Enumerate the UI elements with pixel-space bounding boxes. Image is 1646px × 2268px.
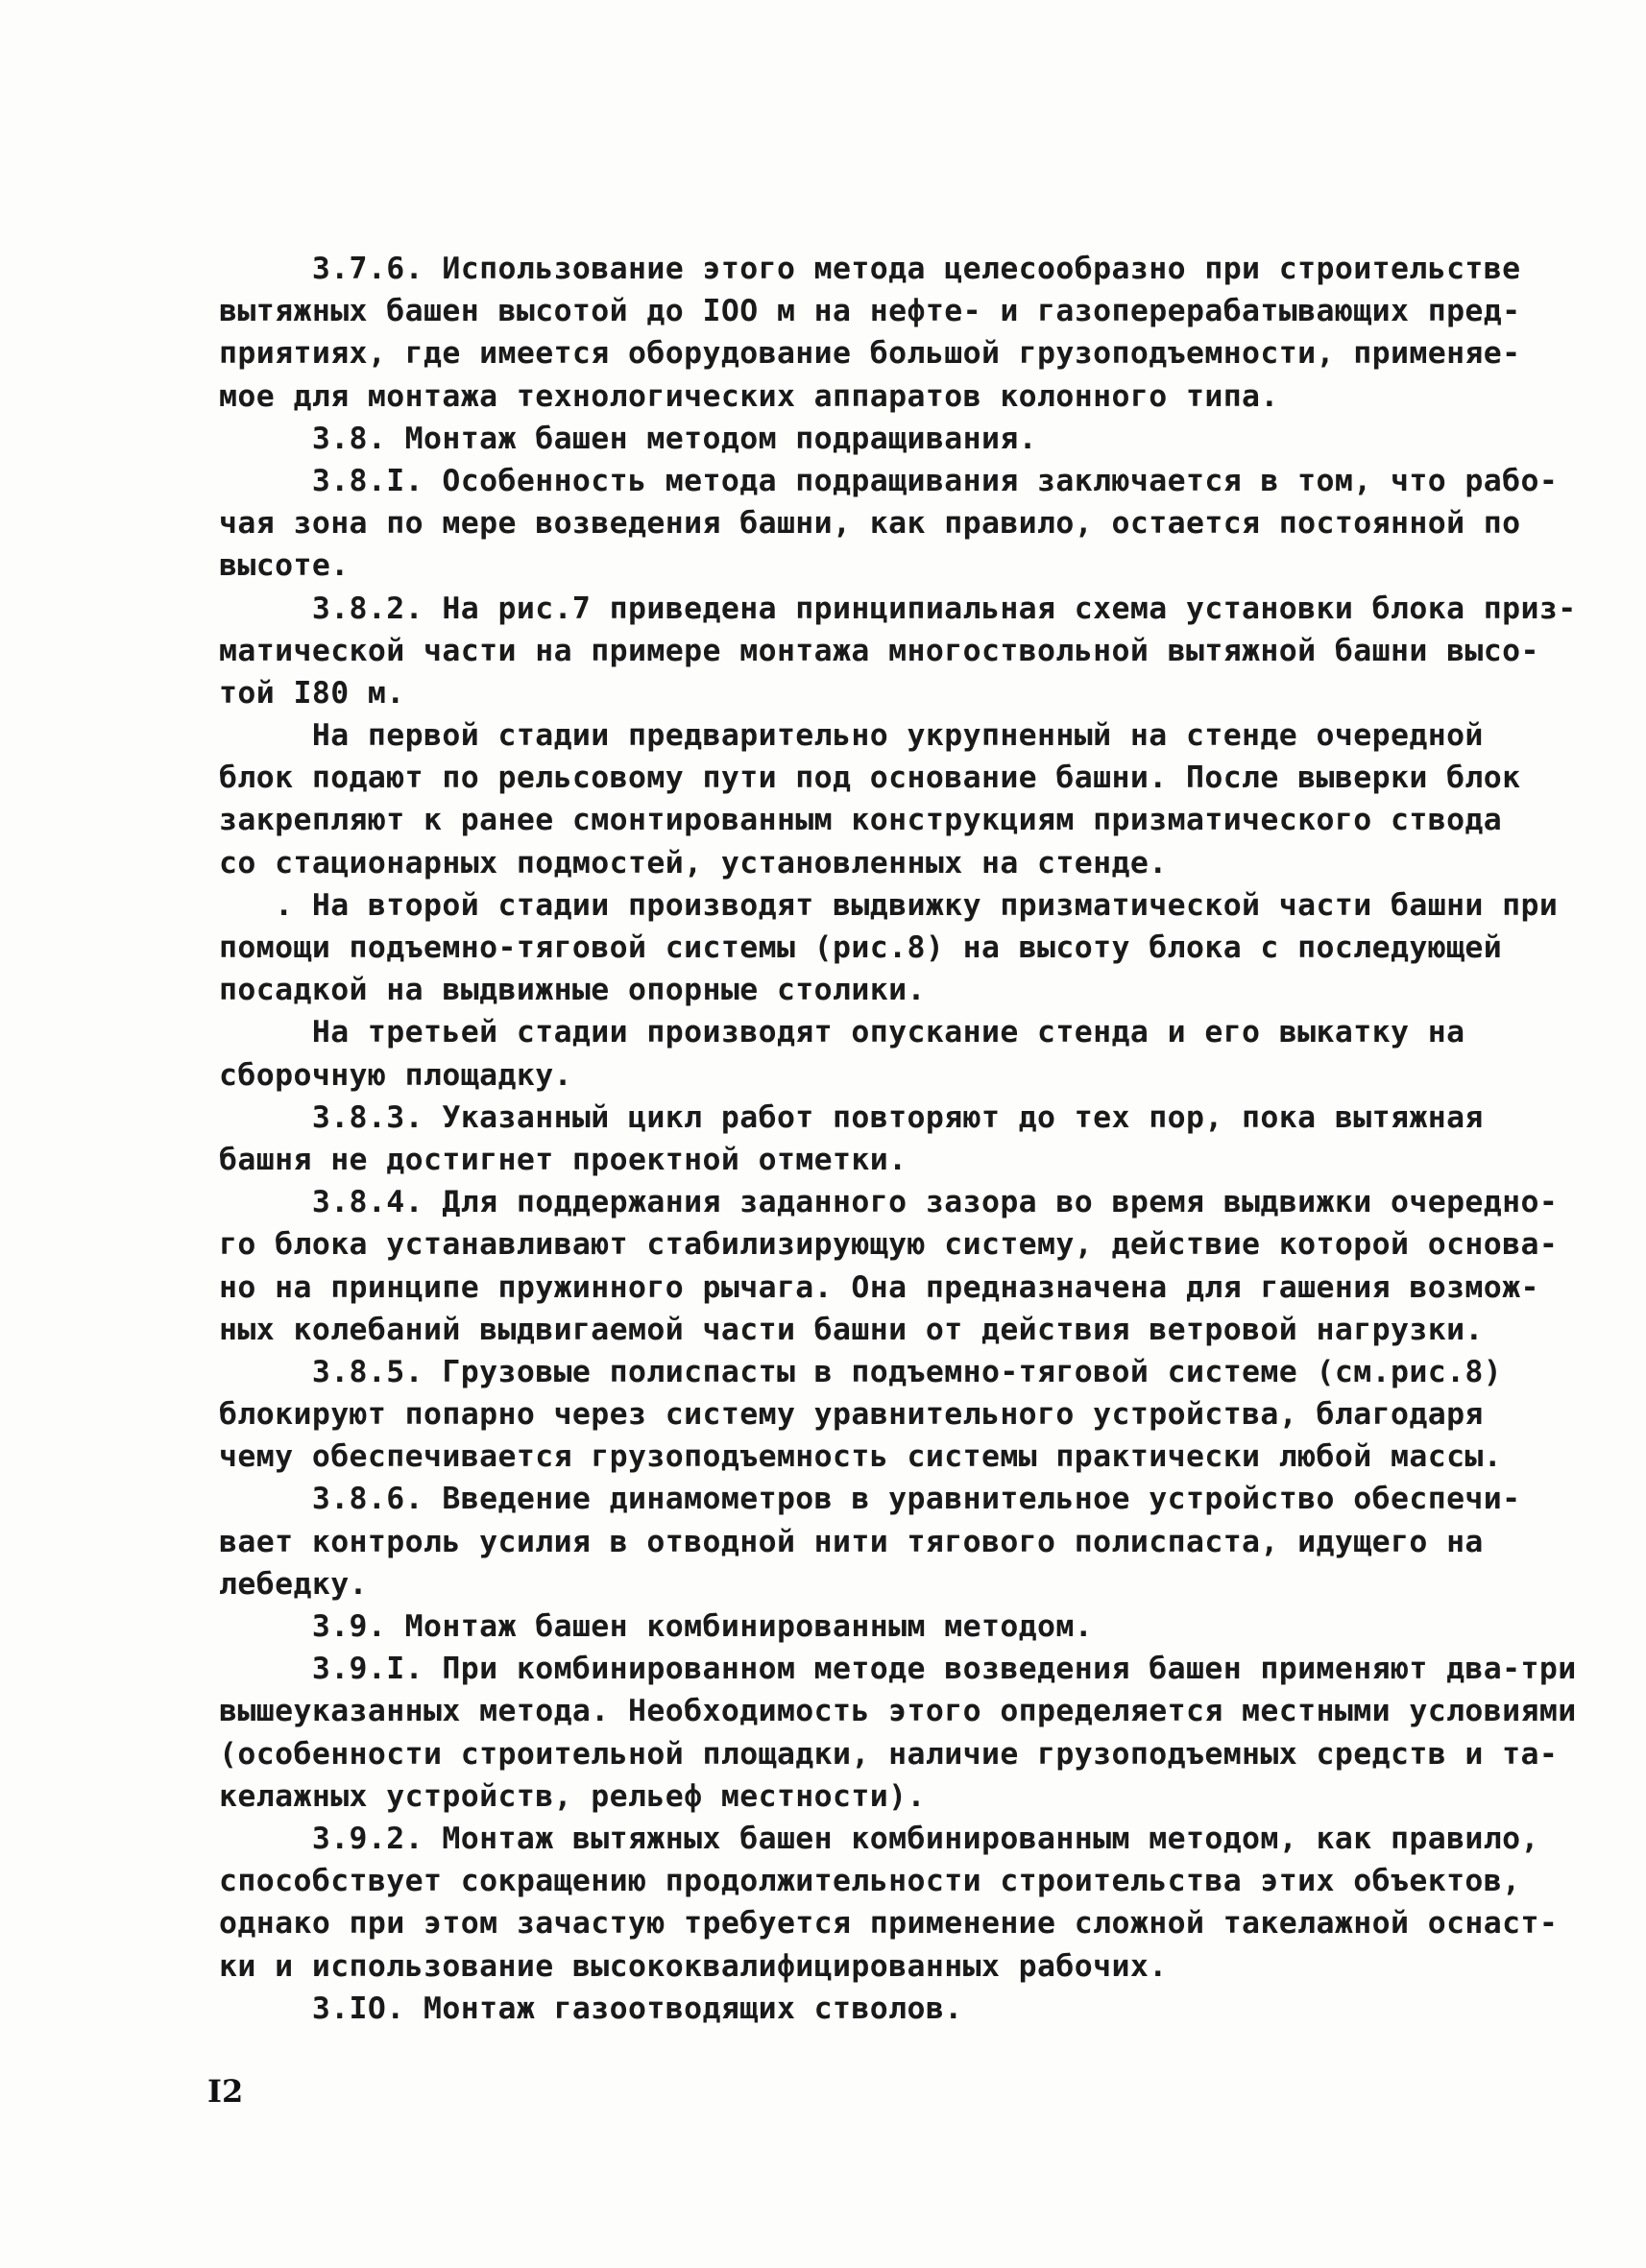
- text-line: 3.IO. Монтаж газоотводящих стволов.: [219, 1991, 963, 2026]
- text-line: однако при этом зачастую требуется применение сложной такелажной оснаст-: [219, 1906, 1559, 1942]
- text-line: способствует сокращению продолжительности строительства этих объектов,: [219, 1864, 1521, 1899]
- text-line: 3.8.I. Особенность метода подращивания заключается в том, что рабо-: [219, 463, 1559, 498]
- text-line: 3.7.6. Использование этого метода целесообразно при строительстве: [219, 252, 1521, 286]
- page-number: I2: [207, 2073, 244, 2110]
- text-line: сборочную площадку.: [219, 1057, 572, 1093]
- text-line: но на принципе пружинного рычага. Она предназначена для гашения возмож-: [219, 1269, 1539, 1305]
- text-line: 3.8. Монтаж башен методом подращивания.: [219, 421, 1038, 456]
- text-line: вытяжных башен высотой до IOO м на нефте- и газоперерабатывающих пред-: [219, 294, 1521, 329]
- text-line: лебедку.: [219, 1566, 368, 1602]
- text-line: той I80 м.: [219, 675, 405, 711]
- text-line: закрепляют к ранее смонтированным конструкциям призматического ствода: [219, 803, 1503, 838]
- text-line: высоте.: [219, 548, 350, 584]
- text-line: го блока устанавливают стабилизирующую систему, действие которой основа-: [219, 1227, 1559, 1263]
- text-line: 3.9.I. При комбинированном методе возведения башен применяют два-три: [219, 1652, 1577, 1687]
- text-line: 3.8.2. На рис.7 приведена принципиальная схема установки блока приз-: [219, 591, 1577, 626]
- text-line: На первой стадии предварительно укрупненный на стенде очередной: [219, 718, 1484, 754]
- text-line: помощи подъемно-тяговой системы (рис.8) на высоту блока с последующей: [219, 930, 1503, 965]
- text-line: блокируют попарно через систему уравнительного устройства, благодаря: [219, 1397, 1484, 1433]
- text-line: 3.9.2. Монтаж вытяжных башен комбинированным методом, как правило,: [219, 1821, 1539, 1856]
- text-line: 3.8.6. Введение динамометров в уравнительное устройство обеспечи-: [219, 1482, 1521, 1517]
- text-line: 3.9. Монтаж башен комбинированным методом.: [219, 1609, 1094, 1644]
- text-line: 3.8.4. Для поддержания заданного зазора во время выдвижки очередно-: [219, 1185, 1559, 1220]
- text-line: башня не достигнет проектной отметки.: [219, 1142, 908, 1177]
- text-line: блок подают по рельсовому пути под основание башни. После выверки блок: [219, 760, 1521, 796]
- text-line: вышеуказанных метода. Необходимость этого определяется местными условиями: [219, 1694, 1577, 1729]
- text-line: приятиях, где имеется оборудование большой грузоподъемности, применяе-: [219, 336, 1521, 372]
- text-line: ных колебаний выдвигаемой части башни от действия ветровой нагрузки.: [219, 1312, 1484, 1347]
- text-line: На третьей стадии производят опускание стенда и его выкатку на: [219, 1015, 1465, 1050]
- text-line: мое для монтажа технологических аппаратов колонного типа.: [219, 378, 1279, 414]
- text-line: чему обеспечивается грузоподъемность системы практически любой массы.: [219, 1439, 1503, 1475]
- text-line: со стационарных подмостей, установленных на стенде.: [219, 845, 1168, 881]
- text-line: 3.8.5. Грузовые полиспасты в подъемно-тяговой системе (см.рис.8): [219, 1354, 1503, 1389]
- text-line: (особенности строительной площадки, наличие грузоподъемных средств и та-: [219, 1736, 1559, 1772]
- text-line: матической части на примере монтажа многоствольной вытяжной башни высо-: [219, 633, 1539, 668]
- text-line: . На второй стадии производят выдвижку призматической части башни при: [219, 887, 1559, 923]
- text-line: ки и использование высококвалифицированных рабочих.: [219, 1948, 1168, 1984]
- text-line: келажных устройств, рельеф местности).: [219, 1778, 926, 1814]
- text-line: посадкой на выдвижные опорные столики.: [219, 973, 926, 1008]
- text-line: вает контроль усилия в отводной нити тягового полиспаста, идущего на: [219, 1524, 1484, 1559]
- text-line: чая зона по мере возведения башни, как правило, остается постоянной по: [219, 506, 1521, 542]
- body-text: [219, 248, 1577, 2030]
- text-line: 3.8.3. Указанный цикл работ повторяют до тех пор, пока вытяжная: [219, 1099, 1484, 1135]
